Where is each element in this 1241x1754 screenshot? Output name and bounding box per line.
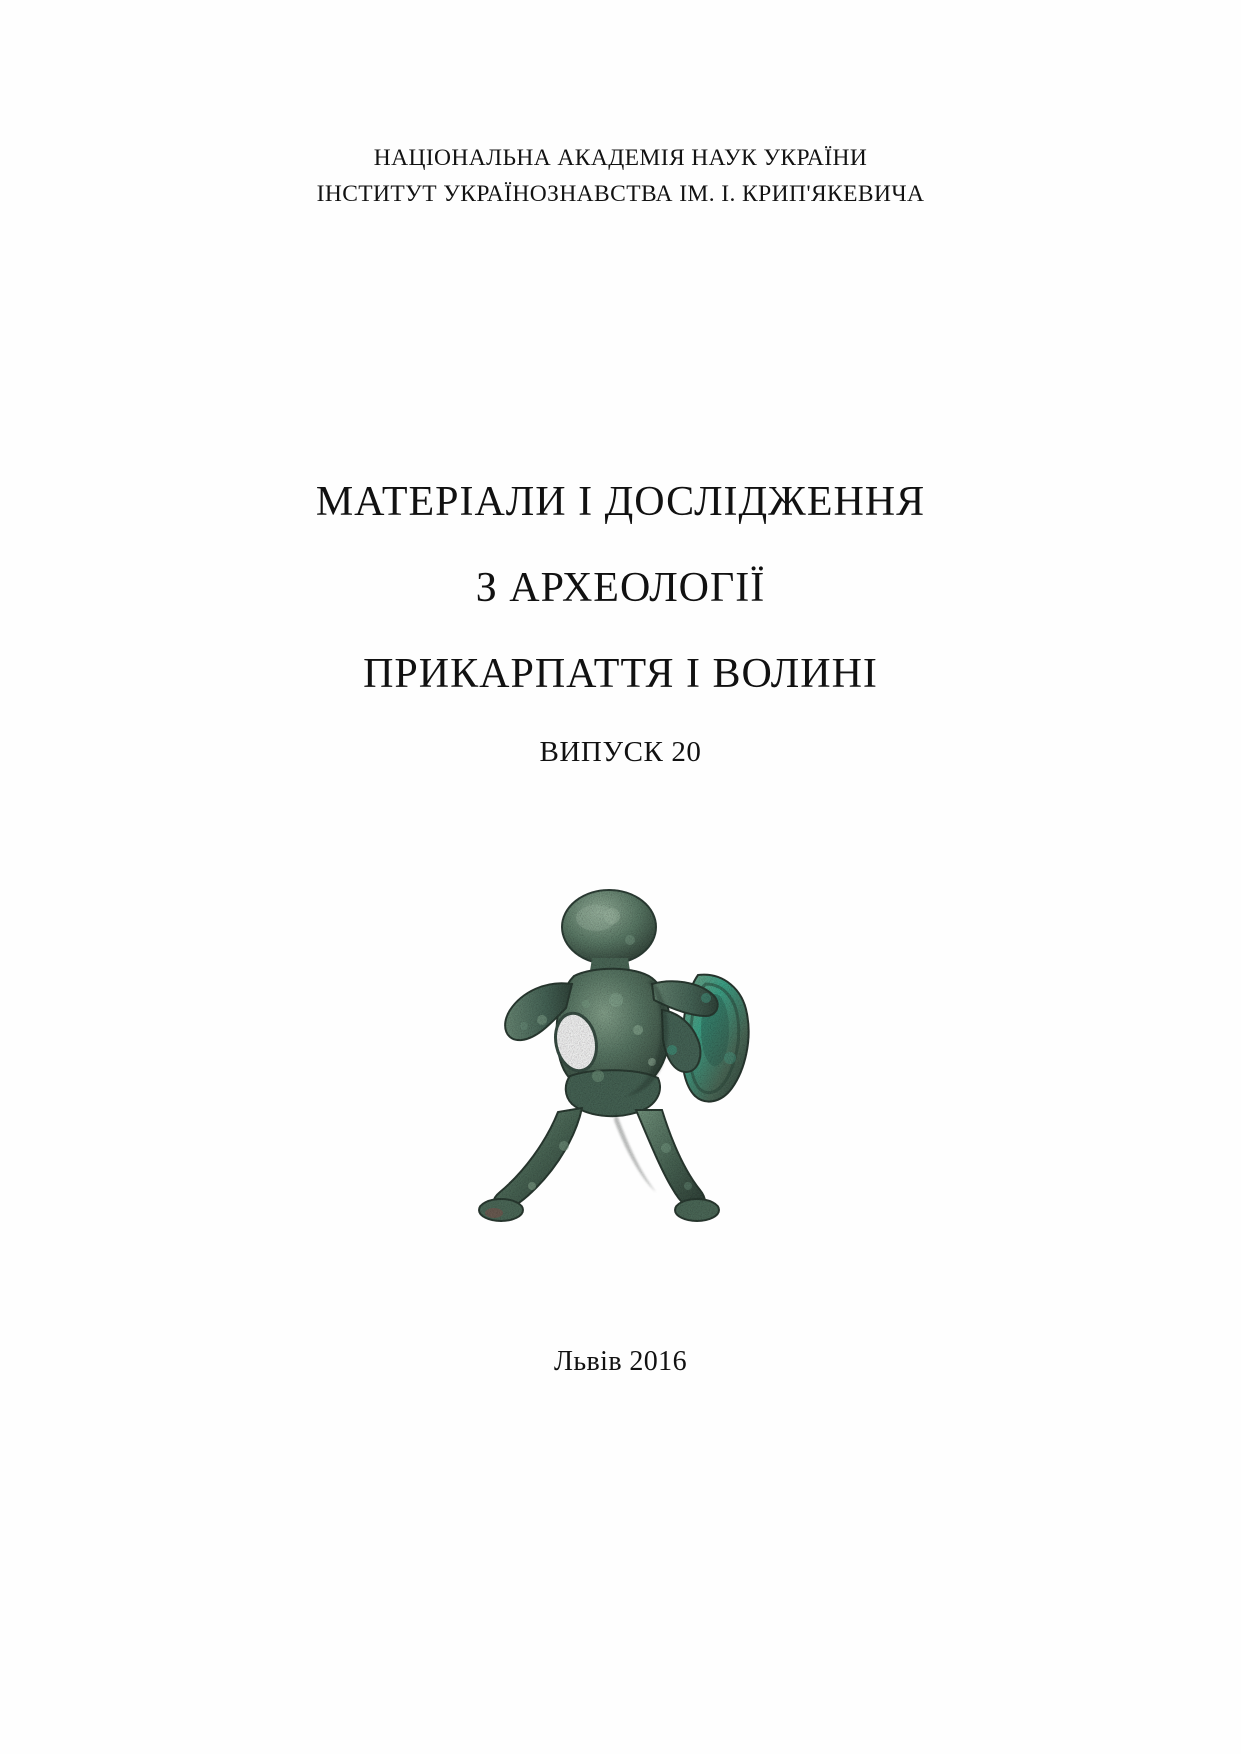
title-line-3: ПРИКАРПАТТЯ І ВОЛИНІ xyxy=(363,651,878,697)
bronze-warrior-figurine xyxy=(466,880,776,1240)
publisher-line-academy: НАЦІОНАЛЬНА АКАДЕМІЯ НАУК УКРАЇНИ xyxy=(373,145,868,171)
title-line-2: З АРХЕОЛОГІЇ xyxy=(475,565,766,611)
title-block xyxy=(0,478,1241,769)
publisher-line-institute: ІНСТИТУТ УКРАЇНОЗНАВСТВА ІМ. І. КРИП'ЯКЕВИЧА xyxy=(316,181,925,208)
issue-number: ВИПУСК 20 xyxy=(539,736,702,768)
left-leg xyxy=(493,1108,582,1210)
right-leg xyxy=(636,1110,705,1210)
imprint-block xyxy=(0,1346,1241,1378)
publisher-block xyxy=(0,140,1241,213)
figurine-illustration xyxy=(466,880,776,1240)
right-foot xyxy=(675,1199,719,1221)
cover-figure-block xyxy=(0,880,1241,1245)
place-and-year: Львів 2016 xyxy=(554,1346,687,1377)
title-line-1: МАТЕРІАЛИ І ДОСЛІДЖЕННЯ xyxy=(315,479,926,525)
